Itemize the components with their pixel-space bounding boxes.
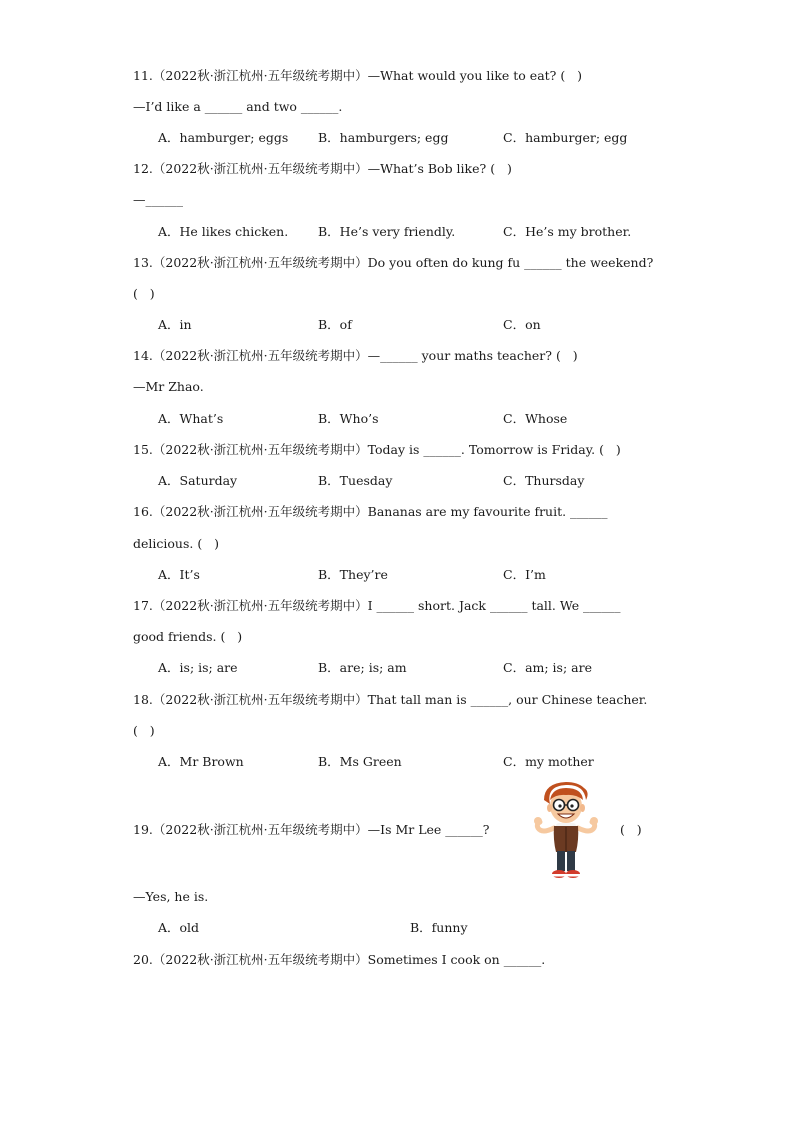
question-14-line2: —Mr Zhao. <box>133 379 204 394</box>
question-13-option-a[interactable]: A．in <box>158 317 192 332</box>
question-16-option-b[interactable]: B．They’re <box>318 567 388 582</box>
question-11-line2: —I’d like a ______ and two ______. <box>133 99 343 114</box>
question-14-option-b[interactable]: B．Who’s <box>318 411 379 426</box>
question-20-stem: 20.（2022秋·浙江杭州·五年级统考期中）Sometimes I cook on ______. <box>133 952 546 967</box>
question-19-option-b[interactable]: B．funny <box>410 920 468 935</box>
question-11-option-c[interactable]: C．hamburger; egg <box>503 130 628 145</box>
question-19-option-a[interactable]: A．old <box>158 920 200 935</box>
question-14-option-a[interactable]: A．What’s <box>158 411 224 426</box>
question-18-line2: ( ) <box>133 723 155 738</box>
question-17-line2: good friends. ( ) <box>133 629 243 644</box>
question-15-option-b[interactable]: B．Tuesday <box>318 473 393 488</box>
question-16-option-a[interactable]: A．It’s <box>158 567 200 582</box>
question-12-option-a[interactable]: A．He likes chicken. <box>158 224 289 239</box>
question-13-option-c[interactable]: C．on <box>503 317 541 332</box>
question-18-option-b[interactable]: B．Ms Green <box>318 754 402 769</box>
question-18-option-c[interactable]: C．my mother <box>503 754 594 769</box>
question-15-option-c[interactable]: C．Thursday <box>503 473 585 488</box>
question-11-stem: 11.（2022秋·浙江杭州·五年级统考期中）—What would you like to eat? ( ) <box>133 68 583 83</box>
question-14-stem: 14.（2022秋·浙江杭州·五年级统考期中）—______ your maths teacher? ( ) <box>133 348 578 363</box>
question-19-answer-bracket[interactable]: ( ) <box>620 822 642 837</box>
cartoon-boy-image <box>532 782 600 882</box>
question-12-line2: —______ <box>133 192 183 207</box>
question-12-option-b[interactable]: B．He’s very friendly. <box>318 224 456 239</box>
question-16-line2: delicious. ( ) <box>133 536 220 551</box>
question-11-option-b[interactable]: B．hamburgers; egg <box>318 130 449 145</box>
question-15-stem: 15.（2022秋·浙江杭州·五年级统考期中）Today is ______. Tomorrow is Friday. ( ) <box>133 442 621 457</box>
question-17-option-c[interactable]: C．am; is; are <box>503 660 592 675</box>
question-13-line2: ( ) <box>133 286 155 301</box>
question-17-option-b[interactable]: B．are; is; am <box>318 660 407 675</box>
question-15-option-a[interactable]: A．Saturday <box>158 473 238 488</box>
question-14-option-c[interactable]: C．Whose <box>503 411 568 426</box>
question-12-option-c[interactable]: C．He’s my brother. <box>503 224 632 239</box>
question-16-option-c[interactable]: C．I’m <box>503 567 546 582</box>
question-16-stem: 16.（2022秋·浙江杭州·五年级统考期中）Bananas are my favourite fruit. ______ <box>133 504 608 519</box>
question-11-option-a[interactable]: A．hamburger; eggs <box>158 130 289 145</box>
question-12-stem: 12.（2022秋·浙江杭州·五年级统考期中）—What’s Bob like? ( ) <box>133 161 512 176</box>
question-13-option-b[interactable]: B．of <box>318 317 352 332</box>
question-13-stem: 13.（2022秋·浙江杭州·五年级统考期中）Do you often do kung fu ______ the weekend? <box>133 255 654 270</box>
question-17-option-a[interactable]: A．is; is; are <box>158 660 238 675</box>
question-18-stem: 18.（2022秋·浙江杭州·五年级统考期中）That tall man is ______, our Chinese teacher. <box>133 692 648 707</box>
question-19-stem: 19.（2022秋·浙江杭州·五年级统考期中）—Is Mr Lee ______? <box>133 822 490 837</box>
question-17-stem: 17.（2022秋·浙江杭州·五年级统考期中）I ______ short. Jack ______ tall. We ______ <box>133 598 621 613</box>
question-18-option-a[interactable]: A．Mr Brown <box>158 754 244 769</box>
question-19-line2: —Yes, he is. <box>133 889 209 904</box>
